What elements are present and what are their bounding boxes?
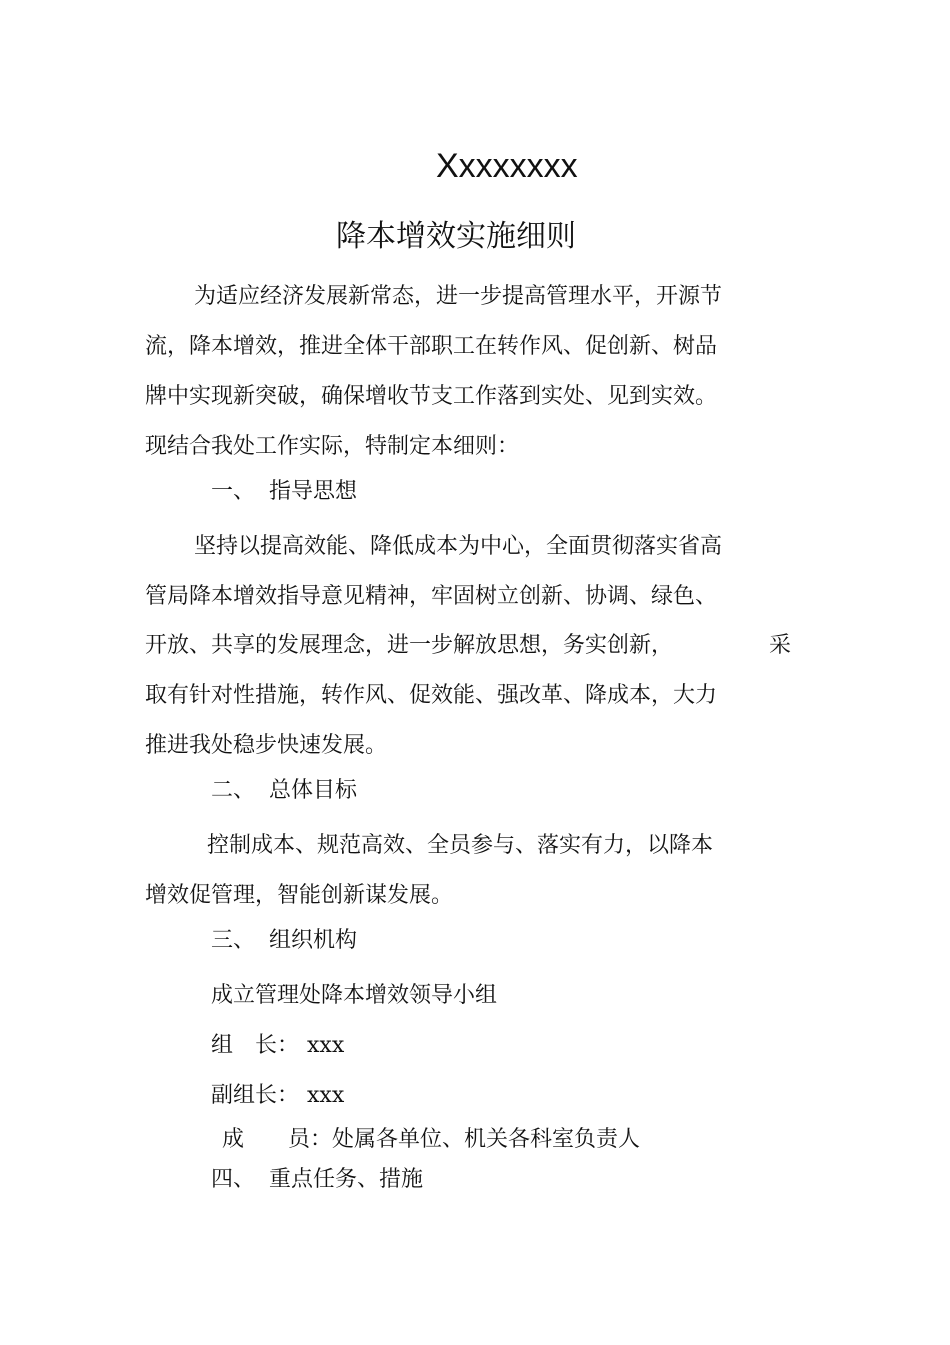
section-1-line-1: 坚持以提高效能、降低成本为中心，全面贯彻落实省高 bbox=[194, 534, 723, 559]
intro-line-3: 牌中实现新突破，确保增收节支工作落到实处、见到实效。 bbox=[145, 384, 718, 409]
member-row bbox=[222, 1126, 640, 1154]
section-1-line-4: 取有针对性措施，转作风、促效能、强改革、降成本，大力 bbox=[145, 683, 718, 708]
leader-label: 组 长： bbox=[211, 1033, 300, 1058]
deputy-value: xxx bbox=[307, 1083, 345, 1108]
section-4-title: 重点任务、措施 bbox=[269, 1167, 424, 1192]
document-title: Xxxxxxxx bbox=[436, 147, 578, 185]
leader-row bbox=[211, 1032, 344, 1060]
section-4-number: 四、 bbox=[211, 1167, 256, 1192]
section-1-line-3-tail: 采 bbox=[769, 633, 792, 658]
section-4-heading bbox=[211, 1166, 423, 1194]
section-1-line-3: 开放、共享的发展理念，进一步解放思想，务实创新， bbox=[145, 633, 674, 658]
member-label: 成 员： bbox=[222, 1127, 333, 1152]
section-2-title: 总体目标 bbox=[269, 778, 358, 803]
section-2-line-1: 控制成本、规范高效、全员参与、落实有力，以降本 bbox=[207, 833, 714, 858]
section-3-heading bbox=[211, 927, 357, 955]
section-3-title: 组织机构 bbox=[269, 928, 358, 953]
document-subtitle: 降本增效实施细则 bbox=[336, 219, 576, 254]
section-2-heading bbox=[211, 777, 357, 805]
deputy-row bbox=[211, 1082, 344, 1110]
section-1-heading bbox=[211, 478, 357, 506]
intro-line-4: 现结合我处工作实际，特制定本细则： bbox=[145, 434, 520, 459]
intro-line-2: 流，降本增效，推进全体干部职工在转作风、促创新、树品 bbox=[145, 334, 718, 359]
section-3-intro: 成立管理处降本增效领导小组 bbox=[211, 983, 498, 1008]
section-2-line-2: 增效促管理，智能创新谋发展。 bbox=[145, 883, 454, 908]
section-3-number: 三、 bbox=[211, 928, 256, 953]
section-1-title: 指导思想 bbox=[269, 479, 358, 504]
deputy-label: 副组长： bbox=[211, 1083, 300, 1108]
leader-value: xxx bbox=[307, 1033, 345, 1058]
section-1-line-5: 推进我处稳步快速发展。 bbox=[145, 733, 388, 758]
member-value: 处属各单位、机关各科室负责人 bbox=[332, 1127, 641, 1152]
section-2-number: 二、 bbox=[211, 778, 256, 803]
section-1-line-2: 管局降本增效指导意见精神，牢固树立创新、协调、绿色、 bbox=[145, 584, 718, 609]
section-1-number: 一、 bbox=[211, 479, 256, 504]
intro-line-1: 为适应经济发展新常态，进一步提高管理水平，开源节 bbox=[194, 284, 723, 309]
